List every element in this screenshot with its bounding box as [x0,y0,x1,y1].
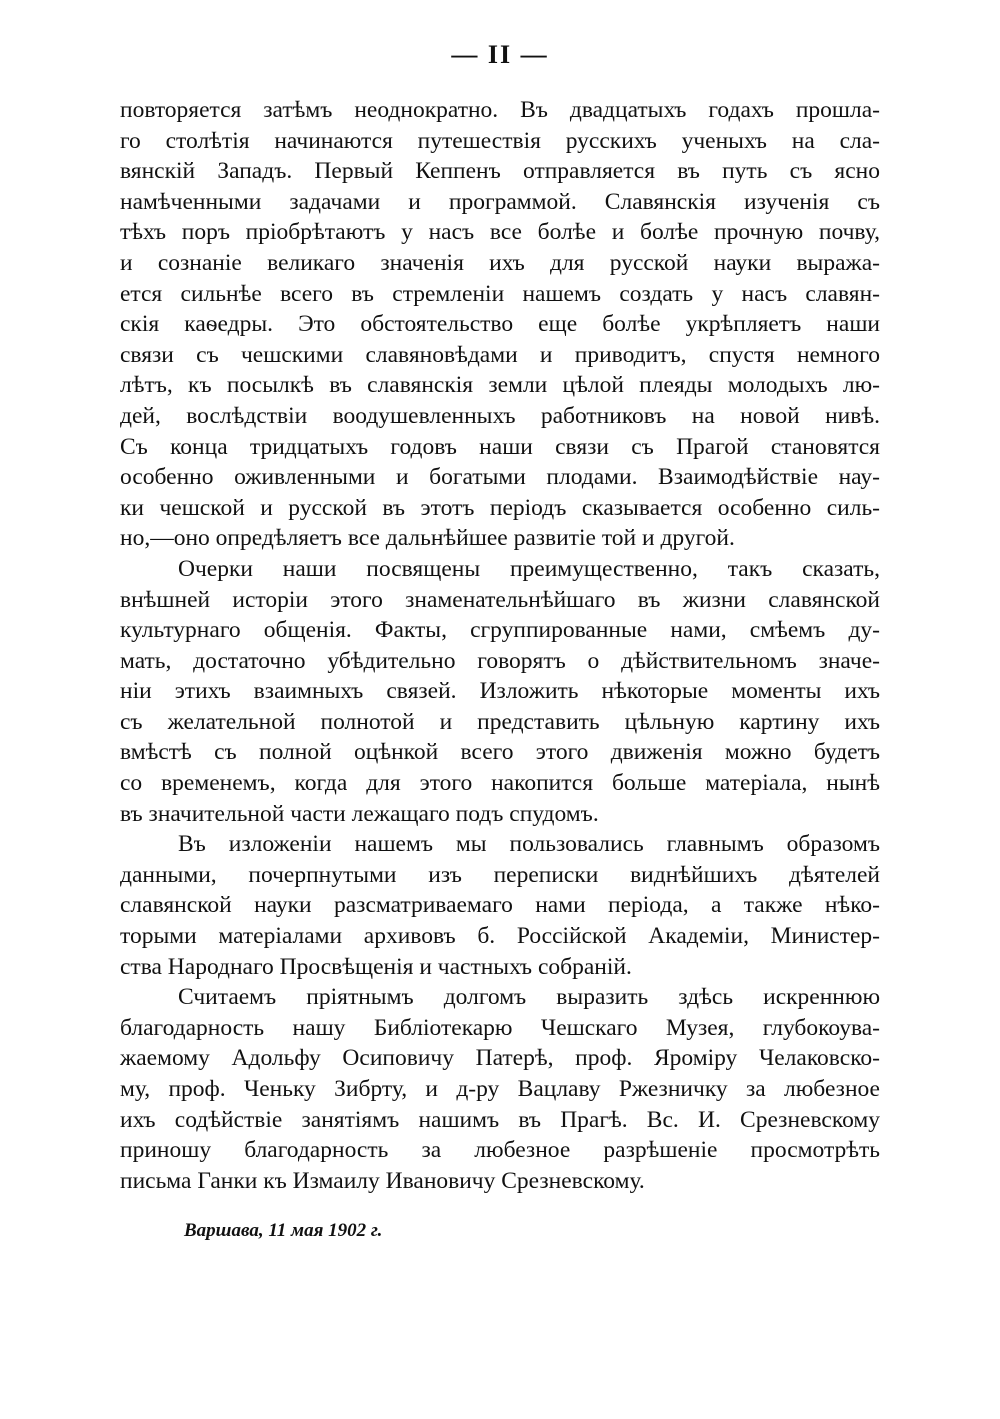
paragraph-line: письма Ганки къ Измаилу Ивановичу Срезневскому. [120,1167,645,1194]
paragraph-line: и сознаніе великаго значенія ихъ для русской науки выража- [120,249,880,276]
paragraph-line: намѣченными задачами и программой. Славянскія изученія съ [120,188,880,215]
paragraph-line: го столѣтія начинаются путешествія русскихъ ученыхъ на сла- [120,127,880,154]
paragraph-line: съ желательной полнотой и представить цѣльную картину ихъ [120,708,880,735]
paragraph-line: Въ изложеніи нашемъ мы пользовались главнымъ образомъ [178,831,880,858]
paragraph-line: но,—оно опредѣляетъ все дальнѣйшее развитіе той и другой. [120,525,735,552]
paragraph-line: славянской науки разсматриваемаго нами періода, а также нѣко- [120,892,880,919]
paragraph-line: благодарность нашу Библіотекарю Чешскаго Музея, глубокоува- [120,1014,880,1041]
paragraph-line: особенно оживленными и богатыми плодами. Взаимодѣйствіе нау- [120,464,880,491]
paragraph [120,982,880,1196]
paragraph-line: дей, вослѣдствіи воодушевленныхъ работниковъ на новой нивѣ. [120,402,880,429]
paragraph-line: жаемому Адольфу Осиповичу Патерѣ, проф. Яроміру Челаковско- [120,1045,880,1072]
paragraph-line: ки чешской и русской въ этотъ періодъ сказывается особенно силь- [120,494,880,521]
paragraph-line: лѣтъ, къ посылкѣ въ славянскія земли цѣлой плеяды молодыхъ лю- [120,372,880,399]
paragraph-line: тѣхъ поръ пріобрѣтаютъ у насъ все болѣе и болѣе прочную почву, [120,219,880,246]
paragraph-line: му, проф. Ченьку Зибрту, и д-ру Вацлаву Ржезничку за любезное [120,1076,880,1102]
paragraph-line: вянскій Западъ. Первый Кеппенъ отправляется въ путь съ ясно [120,158,880,185]
page-number: — II — [451,40,549,69]
paragraph-line: мать, достаточно убѣдительно говорятъ о дѣйствительномъ значе- [120,647,880,674]
paragraph-line: Очерки наши посвящены преимущественно, такъ сказать, [178,555,880,582]
paragraph-line: внѣшней исторіи этого знаменательнѣйшаго въ жизни славянской [120,586,880,613]
paragraph-line: Съ конца тридцатыхъ годовъ наши связи съ Прагой становятся [120,433,880,460]
paragraph-line: ства Народнаго Просвѣщенія и частныхъ собраній. [120,953,632,980]
paragraph-line: скія каѳедры. Это обстоятельство еще болѣе укрѣпляетъ наши [120,311,880,338]
paragraph-line: торыми матеріалами архивовъ б. Россійской Академіи, Министер- [120,923,880,950]
paragraph [120,554,880,829]
signature-place-date: Варшава, 11 мая 1902 г. [184,1220,383,1241]
paragraph-line: связи съ чешскими славяновѣдами и приводитъ, спустя немного [120,341,880,368]
paragraph-line: ніи этихъ взаимныхъ связей. Изложить нѣкоторые моменты ихъ [120,678,880,705]
paragraph-line: культурнаго общенія. Факты, сгруппированные нами, смѣемъ ду- [120,617,880,644]
body-text [120,95,880,1196]
paragraph-line: приношу благодарность за любезное разрѣшеніе просмотрѣть [120,1137,880,1164]
paragraph-line: данными, почерпнутыми изъ переписки виднѣйшихъ дѣятелей [120,861,880,888]
paragraph-line: въ значительной части лежащаго подъ спудомъ. [120,800,599,827]
paragraph-line: ихъ содѣйствіе занятіямъ нашимъ въ Прагѣ. Вс. И. Срезневскому [120,1106,880,1133]
paragraph-line: ется сильнѣе всего въ стремленіи нашемъ создать у насъ славян- [120,280,880,307]
paragraph-line: повторяется затѣмъ неоднократно. Въ двадцатыхъ годахъ прошла- [120,97,880,123]
paragraph-line: вмѣстѣ съ полной оцѣнкой всего этого движенія можно будетъ [120,739,880,766]
paragraph-line: Считаемъ пріятнымъ долгомъ выразить здѣсь искреннюю [178,984,880,1011]
paragraph-line: со временемъ, когда для этого накопится больше матеріала, нынѣ [120,770,880,797]
paragraph [120,95,880,554]
paragraph [120,829,880,982]
